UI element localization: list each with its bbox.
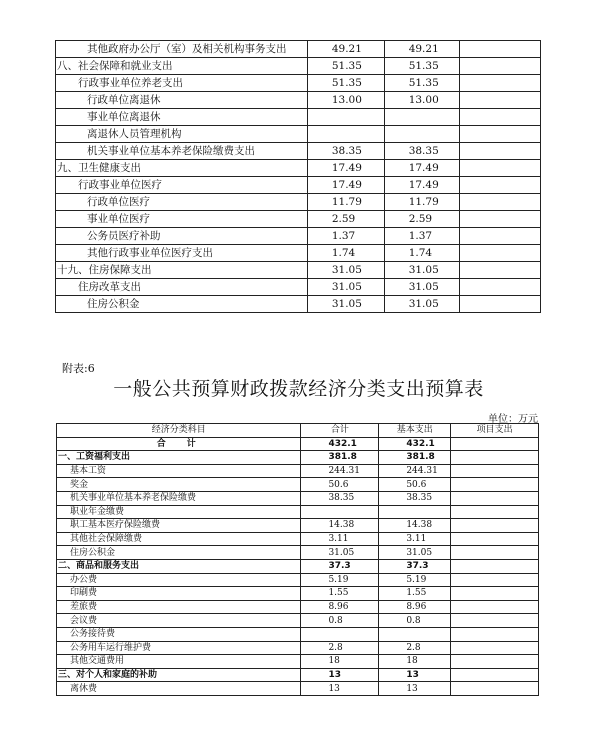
table-row xyxy=(56,41,541,58)
row-total: 31.05 xyxy=(307,296,384,313)
row-total: 37.3 xyxy=(301,559,379,573)
row-project xyxy=(459,245,540,262)
row-total: 17.49 xyxy=(307,177,384,194)
row-project xyxy=(459,143,540,160)
table-row xyxy=(56,126,541,143)
row-label: 其他社会保障缴费 xyxy=(57,532,301,546)
row-total: 50.6 xyxy=(301,478,379,492)
header-total: 合计 xyxy=(301,424,379,438)
row-project xyxy=(459,279,540,296)
row-project xyxy=(451,668,539,682)
row-project xyxy=(459,262,540,279)
row-label: 九、卫生健康支出 xyxy=(56,160,308,177)
row-project xyxy=(451,451,539,465)
row-basic: 432.1 xyxy=(379,437,451,451)
row-project xyxy=(451,505,539,519)
attachment-label: 附表:6 xyxy=(62,362,95,375)
row-basic: 1.55 xyxy=(379,587,451,601)
table-row xyxy=(56,245,541,262)
row-total: 17.49 xyxy=(307,160,384,177)
row-basic: 31.05 xyxy=(379,546,451,560)
table-row xyxy=(57,464,539,478)
row-label: 基本工资 xyxy=(57,464,301,478)
table-row xyxy=(56,143,541,160)
row-project xyxy=(451,464,539,478)
table-row xyxy=(56,160,541,177)
row-label: 三、对个人和家庭的补助 xyxy=(57,668,301,682)
row-label: 行政事业单位养老支出 xyxy=(56,75,308,92)
row-label: 公务员医疗补助 xyxy=(56,228,308,245)
row-basic: 17.49 xyxy=(384,177,459,194)
row-basic: 0.8 xyxy=(379,614,451,628)
table-row xyxy=(56,177,541,194)
table-row xyxy=(57,587,539,601)
row-basic: 38.35 xyxy=(379,491,451,505)
row-label: 行政单位医疗 xyxy=(56,194,308,211)
table-row xyxy=(57,532,539,546)
row-basic: 13 xyxy=(379,682,451,696)
table-row xyxy=(56,211,541,228)
row-total xyxy=(301,505,379,519)
row-basic: 31.05 xyxy=(384,279,459,296)
row-total: 1.74 xyxy=(307,245,384,262)
row-total: 14.38 xyxy=(301,519,379,533)
row-project xyxy=(451,600,539,614)
row-basic: 2.8 xyxy=(379,641,451,655)
row-basic: 14.38 xyxy=(379,519,451,533)
row-project xyxy=(459,92,540,109)
continued-expenditure-table xyxy=(55,40,541,313)
continued-table-body xyxy=(56,41,541,313)
row-label: 住房公积金 xyxy=(57,546,301,560)
row-label: 二、商品和服务支出 xyxy=(57,559,301,573)
row-label: 公务用车运行维护费 xyxy=(57,641,301,655)
row-project xyxy=(451,573,539,587)
row-project xyxy=(451,614,539,628)
row-project xyxy=(459,228,540,245)
row-total: 31.05 xyxy=(307,262,384,279)
table-row xyxy=(57,627,539,641)
table-row xyxy=(57,655,539,669)
row-total: 13 xyxy=(301,668,379,682)
row-label: 行政事业单位医疗 xyxy=(56,177,308,194)
row-basic: 381.8 xyxy=(379,451,451,465)
row-total: 13 xyxy=(301,682,379,696)
table-row xyxy=(56,194,541,211)
table-row xyxy=(57,519,539,533)
table-row xyxy=(56,58,541,75)
row-basic xyxy=(384,109,459,126)
row-total: 244.31 xyxy=(301,464,379,478)
row-label: 办公费 xyxy=(57,573,301,587)
table-row xyxy=(56,109,541,126)
row-total: 2.59 xyxy=(307,211,384,228)
row-basic: 49.21 xyxy=(384,41,459,58)
row-basic xyxy=(379,505,451,519)
row-project xyxy=(459,211,540,228)
row-label: 会议费 xyxy=(57,614,301,628)
row-basic: 11.79 xyxy=(384,194,459,211)
table-row xyxy=(56,92,541,109)
header-row xyxy=(57,424,539,438)
row-project xyxy=(451,532,539,546)
row-total: 51.35 xyxy=(307,75,384,92)
row-basic: 1.74 xyxy=(384,245,459,262)
row-project xyxy=(451,559,539,573)
row-project xyxy=(459,160,540,177)
economic-classification-table xyxy=(56,423,539,696)
row-label: 住房公积金 xyxy=(56,296,308,313)
row-label: 十九、住房保障支出 xyxy=(56,262,308,279)
row-total: 3.11 xyxy=(301,532,379,546)
row-label: 其他行政事业单位医疗支出 xyxy=(56,245,308,262)
table-row xyxy=(57,505,539,519)
row-project xyxy=(451,655,539,669)
row-label: 职工基本医疗保险缴费 xyxy=(57,519,301,533)
row-total: 18 xyxy=(301,655,379,669)
row-total xyxy=(307,126,384,143)
row-basic: 244.31 xyxy=(379,464,451,478)
row-total: 51.35 xyxy=(307,58,384,75)
row-project xyxy=(459,58,540,75)
row-project xyxy=(459,41,540,58)
row-basic: 13.00 xyxy=(384,92,459,109)
row-label: 一、工资福利支出 xyxy=(57,451,301,465)
table-row xyxy=(56,296,541,313)
row-label: 机关事业单位基本养老保险缴费 xyxy=(57,491,301,505)
row-project xyxy=(459,177,540,194)
row-basic: 5.19 xyxy=(379,573,451,587)
row-project xyxy=(459,109,540,126)
row-basic xyxy=(384,126,459,143)
row-total xyxy=(307,109,384,126)
unit-label: 单位：万元 xyxy=(488,414,538,425)
row-total: 2.8 xyxy=(301,641,379,655)
row-project xyxy=(459,194,540,211)
row-project xyxy=(451,682,539,696)
row-label: 行政单位离退休 xyxy=(56,92,308,109)
row-label: 离休费 xyxy=(57,682,301,696)
row-label: 事业单位离退休 xyxy=(56,109,308,126)
row-basic xyxy=(379,627,451,641)
row-project xyxy=(459,296,540,313)
row-total: 381.8 xyxy=(301,451,379,465)
row-label: 职业年金缴费 xyxy=(57,505,301,519)
table-row xyxy=(56,279,541,296)
row-basic: 31.05 xyxy=(384,296,459,313)
row-total: 432.1 xyxy=(301,437,379,451)
row-total: 38.35 xyxy=(301,491,379,505)
table-row xyxy=(56,75,541,92)
table-row xyxy=(57,641,539,655)
row-project xyxy=(451,437,539,451)
category-row xyxy=(57,559,539,573)
category-row xyxy=(57,451,539,465)
row-project xyxy=(451,627,539,641)
row-label: 事业单位医疗 xyxy=(56,211,308,228)
row-basic: 3.11 xyxy=(379,532,451,546)
row-total: 8.96 xyxy=(301,600,379,614)
row-project xyxy=(459,75,540,92)
table-row xyxy=(57,600,539,614)
row-label: 八、社会保障和就业支出 xyxy=(56,58,308,75)
row-project xyxy=(451,641,539,655)
row-basic: 37.3 xyxy=(379,559,451,573)
row-label: 住房改革支出 xyxy=(56,279,308,296)
table-row xyxy=(57,546,539,560)
row-basic: 17.49 xyxy=(384,160,459,177)
row-total: 1.37 xyxy=(307,228,384,245)
row-label: 公务接待费 xyxy=(57,627,301,641)
row-basic: 1.37 xyxy=(384,228,459,245)
category-row xyxy=(57,668,539,682)
row-project xyxy=(451,587,539,601)
header-subject: 经济分类科目 xyxy=(57,424,301,438)
table-row xyxy=(57,614,539,628)
row-total: 5.19 xyxy=(301,573,379,587)
table-row xyxy=(57,478,539,492)
row-total xyxy=(301,627,379,641)
row-project xyxy=(459,126,540,143)
row-basic: 50.6 xyxy=(379,478,451,492)
row-total: 13.00 xyxy=(307,92,384,109)
row-total: 11.79 xyxy=(307,194,384,211)
table-row xyxy=(57,573,539,587)
row-label: 合 计 xyxy=(57,437,301,451)
header-project: 项目支出 xyxy=(451,424,539,438)
economic-table-body xyxy=(57,437,539,695)
table-row xyxy=(56,228,541,245)
row-total: 31.05 xyxy=(301,546,379,560)
table-row xyxy=(57,682,539,696)
row-basic: 31.05 xyxy=(384,262,459,279)
row-project xyxy=(451,478,539,492)
table-row xyxy=(57,491,539,505)
row-total: 49.21 xyxy=(307,41,384,58)
row-label: 印刷费 xyxy=(57,587,301,601)
row-basic: 51.35 xyxy=(384,75,459,92)
row-basic: 8.96 xyxy=(379,600,451,614)
row-label: 机关事业单位基本养老保险缴费支出 xyxy=(56,143,308,160)
row-label: 其他交通费用 xyxy=(57,655,301,669)
row-project xyxy=(451,491,539,505)
row-label: 其他政府办公厅（室）及相关机构事务支出 xyxy=(56,41,308,58)
table-row xyxy=(56,262,541,279)
row-total: 0.8 xyxy=(301,614,379,628)
row-label: 离退休人员管理机构 xyxy=(56,126,308,143)
header-basic: 基本支出 xyxy=(379,424,451,438)
row-basic: 13 xyxy=(379,668,451,682)
row-basic: 51.35 xyxy=(384,58,459,75)
row-basic: 2.59 xyxy=(384,211,459,228)
row-basic: 38.35 xyxy=(384,143,459,160)
total-row xyxy=(57,437,539,451)
row-basic: 18 xyxy=(379,655,451,669)
row-project xyxy=(451,546,539,560)
row-total: 1.55 xyxy=(301,587,379,601)
row-project xyxy=(451,519,539,533)
row-total: 31.05 xyxy=(307,279,384,296)
page-title: 一般公共预算财政拨款经济分类支出预算表 xyxy=(113,378,484,400)
row-label: 奖金 xyxy=(57,478,301,492)
row-total: 38.35 xyxy=(307,143,384,160)
row-label: 差旅费 xyxy=(57,600,301,614)
